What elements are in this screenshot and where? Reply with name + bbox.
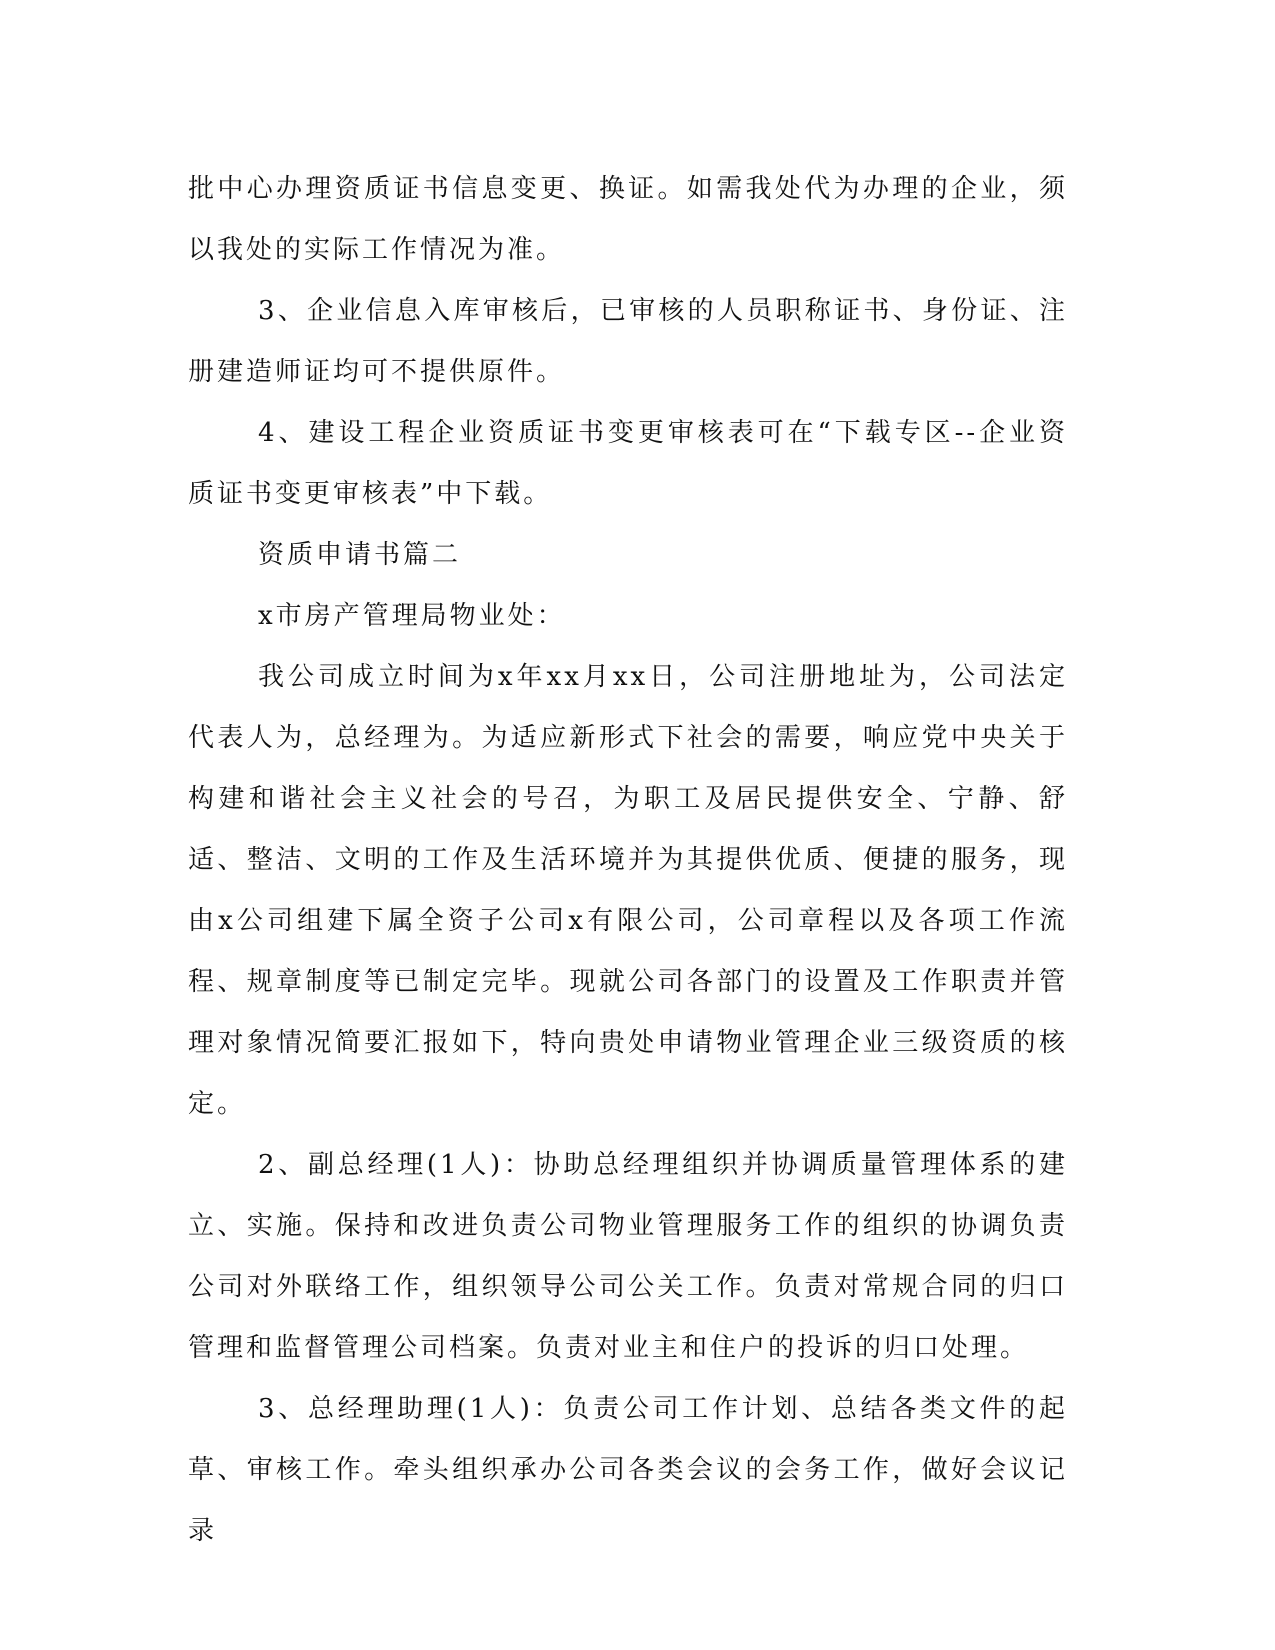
paragraph-item-3-personnel-certificates: 3、企业信息入库审核后，已审核的人员职称证书、身份证、注册建造师证均可不提供原件。 — [188, 296, 1068, 387]
paragraph-general-manager-assistant: 3、总经理助理(1人)：负责公司工作计划、总结各类文件的起草、审核工作。牵头组织承办公司各类会议的会务工作，做好会议记录 — [188, 1394, 1068, 1546]
document-body — [188, 159, 1068, 1562]
paragraph-item-4-download-form: 4、建设工程企业资质证书变更审核表可在“下载专区--企业资质证书变更审核表”中下载。 — [188, 418, 1068, 509]
paragraph-continuation: 批中心办理资质证书信息变更、换证。如需我处代为办理的企业，须以我处的实际工作情况为准。 — [188, 174, 1068, 265]
section-heading: 资质申请书篇二 — [258, 540, 462, 570]
paragraph-company-introduction: 我公司成立时间为x年xx月xx日，公司注册地址为，公司法定代表人为，总经理为。为适应新形式下社会的需要，响应党中央关于构建和谐社会主义社会的号召，为职工及居民提供安全、宁静、舒适、整洁、文明的工作及生活环境并为其提供优质、便捷的服务，现由x公司组建下属全资子公司x有限公司，公司章程以及各项工作流程、规章制度等已制定完毕。现就公司各部门的设置及工作职责并管理对象情况简要汇报如下，特向贵处申请物业管理企业三级资质的核定。 — [188, 662, 1068, 1119]
letter-salutation: x市房产管理局物业处： — [258, 601, 566, 631]
paragraph-deputy-general-manager: 2、副总经理(1人)：协助总经理组织并协调质量管理体系的建立、实施。保持和改进负责公司物业管理服务工作的组织的协调负责公司对外联络工作，组织领导公司公关工作。负责对常规合同的归口管理和监督管理公司档案。负责对业主和住户的投诉的归口处理。 — [188, 1150, 1068, 1363]
